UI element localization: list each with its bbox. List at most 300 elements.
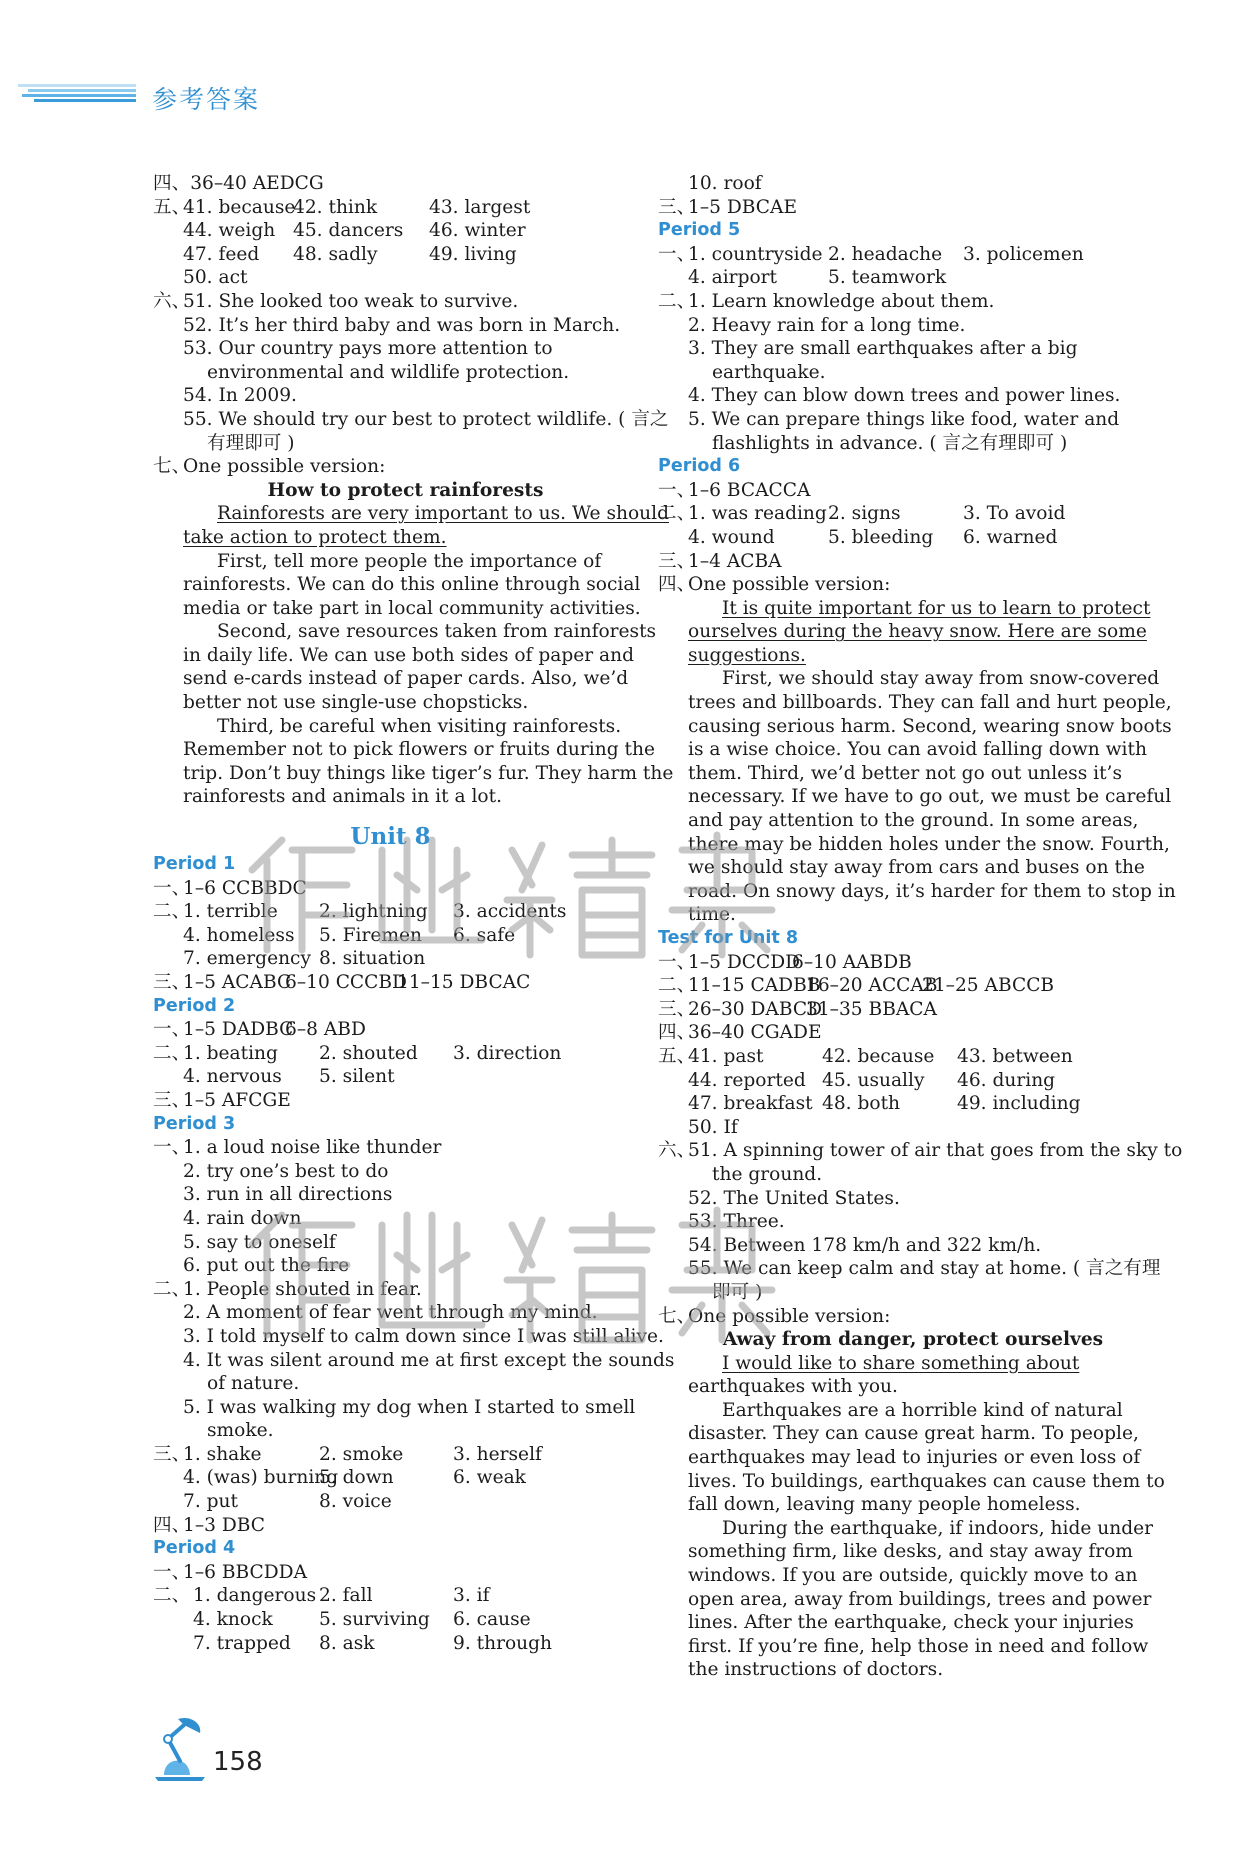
section-marker: 二、 [153, 901, 191, 923]
section-marker: 二、 [153, 1585, 191, 1607]
section-marker: 三、 [153, 1443, 191, 1465]
section-marker: 三、 [658, 196, 696, 218]
answer-item: 46. during [957, 1069, 1056, 1091]
answer-item: 4. nervous [183, 1066, 282, 1088]
answer-item: 51. A spinning tower of air that goes from the sky to [688, 1140, 1183, 1162]
essay-text: is a wise choice. You can avoid falling down with [688, 739, 1147, 761]
answer-row [153, 1231, 628, 1255]
answer-item: One possible version: [183, 456, 386, 478]
essay-line [658, 1540, 1138, 1564]
essay-text: rainforests. We can do this online through social [183, 574, 641, 596]
answer-row [153, 1136, 628, 1160]
answer-item: 1–6 BBCDDA [183, 1561, 308, 1583]
essay-text: First, tell more people the importance of [217, 550, 602, 572]
answer-item: 5. bleeding [828, 526, 934, 548]
header-stripes-decoration [18, 82, 138, 104]
answer-item: 49. including [957, 1093, 1081, 1115]
answer-row [658, 1116, 1138, 1140]
section-marker: 三、 [153, 972, 191, 993]
essay-line [658, 1399, 1138, 1423]
answer-item: 1–5 DADBC [183, 1019, 294, 1041]
answer-item: 5. say to oneself [183, 1231, 336, 1253]
answer-row [658, 998, 1138, 1022]
essay-line [153, 715, 628, 739]
essay-text: Third, be careful when visiting rainforests. [217, 715, 622, 737]
answer-row [153, 1018, 628, 1042]
answer-item: 3. policemen [963, 243, 1084, 265]
essay-line [658, 691, 1172, 715]
answer-row [153, 290, 628, 314]
answer-row [153, 1207, 628, 1231]
answer-item: 1–5 ACABC [183, 972, 292, 993]
essay-line [153, 502, 670, 526]
answer-item: 2. shouted [319, 1042, 418, 1064]
answer-item: 6. safe [453, 924, 516, 946]
answer-item: 4. wound [688, 526, 775, 548]
answer-item: 52. The United States. [688, 1187, 900, 1209]
essay-text: media or take part in local community activities. [183, 597, 641, 619]
section-marker: 二、 [153, 1042, 191, 1064]
answer-row [153, 1349, 675, 1373]
essay-line [153, 691, 628, 715]
answer-row [658, 196, 1138, 220]
essay-text: trees and billboards. They can fall and hurt people, [688, 692, 1172, 714]
essay-line [658, 1564, 1138, 1588]
answer-item: 即可 ) [712, 1281, 763, 1303]
answer-item: 36–40 CGADE [688, 1022, 822, 1044]
essay-line [658, 644, 1138, 668]
answer-item: flashlights in advance. ( 言之有理即可 ) [712, 432, 1068, 454]
answer-item: 4. homeless [183, 924, 295, 946]
answer-item: 1. countryside [688, 243, 823, 265]
section-marker: 四、 [658, 574, 696, 596]
period-heading: Period 3 [153, 1113, 236, 1134]
essay-line [658, 1470, 1165, 1494]
section-marker: 一、 [153, 1137, 191, 1159]
answer-item: 6–10 AABDB [792, 951, 912, 973]
answer-item: 8. voice [319, 1491, 392, 1513]
answer-row [658, 526, 1138, 550]
essay-line [658, 1611, 1138, 1635]
answer-item: 1. a loud noise like thunder [183, 1137, 442, 1159]
answer-item: 1. dangerous [193, 1585, 317, 1607]
answer-item: 5. We can prepare things like food, water and [688, 408, 1120, 430]
essay-text: better not use single-use chopsticks. [183, 692, 529, 714]
answer-row [153, 1561, 628, 1585]
page-header [0, 70, 340, 130]
essay-text: there may be hidden holes under the snow. Fourth, [688, 833, 1170, 855]
answer-row [658, 314, 1138, 338]
answer-row [658, 1139, 1183, 1163]
answer-row [153, 947, 628, 971]
essay-line [153, 597, 641, 621]
essay-line [658, 1517, 1154, 1541]
essay-text: something firm, like desks, and stay away from [688, 1541, 1133, 1563]
answer-item: 1. shake [183, 1443, 262, 1465]
essay-text: causing serious harm. Second, wearing snow boots [688, 715, 1172, 737]
answer-row [153, 266, 628, 290]
essay-text: Earthquakes are a horrible kind of natural [722, 1399, 1123, 1421]
answer-row [658, 1163, 1138, 1187]
answer-item: 51. She looked too weak to survive. [183, 290, 519, 312]
answer-item: 5. teamwork [828, 267, 947, 289]
essay-text: we should stay away from cars and buses on the [688, 857, 1145, 879]
right-column [658, 172, 1183, 1682]
section-marker: 二、 [658, 503, 696, 525]
answer-item: 1–3 DBC [183, 1514, 266, 1536]
essay-line [153, 526, 628, 550]
essay-line [658, 1352, 1138, 1376]
answer-row [153, 1301, 628, 1325]
answer-item: 7. trapped [193, 1632, 291, 1654]
answer-item: 4. rain down [183, 1207, 302, 1229]
answer-item: 3. herself [453, 1443, 542, 1465]
answer-item: 5. down [319, 1467, 394, 1489]
essay-line [153, 550, 628, 574]
answer-item: 43. largest [429, 196, 531, 218]
section-marker: 三、 [658, 550, 696, 572]
answer-item: 26–30 DABCD [688, 998, 823, 1020]
essay-line [153, 738, 655, 762]
answer-row [658, 1021, 1138, 1045]
answer-item: 2. try one’s best to do [183, 1160, 389, 1182]
essay-text: Remember not to pick flowers or fruits during the [183, 739, 655, 761]
answer-row [658, 172, 1138, 196]
section-marker: 二、 [658, 290, 696, 312]
essay-line [153, 667, 628, 691]
answer-row [658, 243, 1138, 267]
answer-item: 1–4 ACBA [688, 550, 782, 572]
essay-line [658, 809, 1138, 833]
answer-item: 5. surviving [319, 1609, 430, 1631]
answer-row [153, 1608, 628, 1632]
answer-row [153, 1278, 628, 1302]
essay-text: time. [688, 904, 736, 926]
period-heading: Period 1 [153, 854, 236, 875]
answer-row [658, 1187, 1138, 1211]
answer-row [153, 314, 628, 338]
answer-item: 7. put [183, 1491, 239, 1513]
essay-text: take action to protect them. [183, 526, 447, 548]
answer-item: 31–35 BBACA [806, 998, 937, 1020]
essay-line [658, 880, 1176, 904]
answer-item: 2. Heavy rain for a long time. [688, 314, 966, 336]
answer-item: 6–10 CCCBD [285, 972, 407, 993]
answer-row [658, 266, 1138, 290]
answer-row [153, 1042, 628, 1066]
answer-item: the ground. [712, 1163, 823, 1185]
answer-item: environmental and wildlife protection. [207, 361, 570, 383]
answer-item: 41. because [183, 196, 296, 218]
answer-item: of nature. [207, 1373, 300, 1395]
essay-text: lives. To buildings, earthquakes can cause them to [688, 1470, 1165, 1492]
answer-item: 4. (was) burning [183, 1467, 339, 1489]
essay-text: send e-cards instead of paper cards. Also, we’d [183, 668, 629, 690]
answer-item: 有理即可 ) [207, 432, 295, 454]
essay-text: During the earthquake, if indoors, hide under [722, 1517, 1154, 1539]
answer-item: 47. feed [183, 243, 260, 265]
period-heading: Period 6 [658, 456, 741, 477]
answer-row [658, 479, 1138, 503]
answer-row [153, 1160, 628, 1184]
essay-line [153, 573, 641, 597]
essay-line [658, 620, 1147, 644]
section-marker: 四、 [658, 1022, 696, 1044]
essay-line [658, 833, 1170, 857]
answer-item: 3. if [453, 1585, 490, 1607]
answer-item: 2. lightning [319, 901, 428, 923]
essay-text: necessary. If we have to go out, we must be careful [688, 786, 1172, 808]
answer-row [658, 573, 1138, 597]
answer-item: 45. dancers [293, 220, 404, 242]
section-marker: 六、 [658, 1140, 696, 1162]
essay-line [153, 785, 628, 809]
essay-text: rainforests and animals in it a lot. [183, 786, 503, 808]
essay-line [658, 715, 1172, 739]
answer-item: 1. beating [183, 1042, 278, 1064]
answer-item: 2. signs [828, 503, 901, 525]
section-marker: 五、 [153, 196, 191, 218]
period-heading: Period 4 [153, 1538, 236, 1559]
essay-text: road. On snowy days, it’s harder for them to stop in [688, 880, 1176, 902]
answer-item: 4. knock [193, 1609, 273, 1631]
essay-text: disaster. They can cause great harm. To people, [688, 1423, 1139, 1445]
answer-row [153, 877, 628, 901]
answer-row [153, 337, 628, 361]
answer-row [658, 361, 1138, 385]
answer-item: 6. warned [963, 526, 1058, 548]
answer-row [153, 1065, 628, 1089]
answer-row [153, 1419, 628, 1443]
answer-item: 1–5 AFCGE [183, 1089, 291, 1111]
essay-line [658, 1375, 1138, 1399]
answer-item: 47. breakfast [688, 1093, 813, 1115]
answer-row [153, 196, 628, 220]
answer-item: 5. Firemen [319, 924, 423, 946]
essay-text: fall down, leaving many people homeless. [688, 1494, 1081, 1516]
answer-row [153, 1396, 636, 1420]
essay-line [658, 1635, 1149, 1659]
essay-text: open area, away from buildings, trees and power [688, 1588, 1152, 1610]
answer-row [153, 1490, 628, 1514]
answer-row [658, 974, 1138, 998]
answer-item: 50. If [688, 1116, 738, 1138]
section-marker: 一、 [153, 1019, 191, 1041]
answer-row [153, 1584, 628, 1608]
answer-item: 4. airport [688, 267, 778, 289]
answer-item: 48. sadly [293, 243, 378, 265]
section-marker: 七、 [658, 1305, 696, 1327]
answer-item: 42. because [822, 1045, 935, 1067]
period-heading: Period 2 [153, 995, 236, 1016]
answer-row [153, 1089, 628, 1113]
section-marker: 二、 [658, 975, 696, 997]
answer-item: 11–15 DBCAC [397, 972, 531, 993]
answer-item: 2. smoke [319, 1443, 404, 1465]
essay-line [658, 856, 1145, 880]
answer-item: 54. In 2009. [183, 385, 297, 407]
answer-item: 1. was reading [688, 503, 827, 525]
answer-row [153, 361, 628, 385]
answer-row [658, 550, 1138, 574]
answer-item: 8. situation [319, 948, 426, 970]
answer-row [153, 1183, 628, 1207]
answer-item: 4. It was silent around me at first except the sounds [183, 1349, 675, 1371]
left-column [153, 172, 675, 1655]
answer-item: 4. They can blow down trees and power lines. [688, 385, 1121, 407]
answer-item: 42. think [293, 196, 378, 218]
answer-row [153, 1372, 628, 1396]
essay-line [658, 1588, 1152, 1612]
answer-item: 53. Our country pays more attention to [183, 338, 553, 360]
answer-item: 44. weigh [183, 220, 276, 242]
answer-row [658, 290, 1138, 314]
page-number: 158 [213, 1747, 263, 1777]
answer-item: 1–6 CCBBDC [183, 877, 307, 899]
answer-item: 21–25 ABCCB [922, 975, 1055, 997]
answer-item: 49. living [429, 243, 517, 265]
answer-item: 10. roof [688, 173, 762, 194]
answer-item: 6. cause [453, 1609, 531, 1631]
answer-item: 2. headache [828, 243, 943, 265]
essay-line [658, 785, 1172, 809]
essay-line [658, 1493, 1138, 1517]
section-marker: 二、 [153, 1278, 191, 1300]
section-marker: 一、 [658, 243, 696, 265]
essay-text: Rainforests are very important to us. We should [217, 503, 670, 525]
essay-line [153, 644, 634, 668]
answer-item: 3. run in all directions [183, 1184, 393, 1206]
answer-item: 3. direction [453, 1042, 562, 1064]
answer-row [658, 384, 1138, 408]
answer-row [153, 1514, 628, 1538]
section-marker: 一、 [658, 951, 696, 973]
answer-item: One possible version: [688, 574, 891, 596]
essay-line [658, 1658, 1138, 1682]
answer-row [153, 384, 628, 408]
header-title: 参考答案 [152, 85, 261, 114]
essay-text: earthquakes with you. [688, 1376, 898, 1398]
answer-row [658, 337, 1138, 361]
section-marker: 一、 [153, 1561, 191, 1583]
section-marker: 四、 [153, 1514, 191, 1536]
answer-item: 7. emergency [183, 948, 311, 970]
answer-item: earthquake. [712, 361, 826, 383]
essay-line [658, 597, 1151, 621]
answer-row [658, 432, 1138, 456]
answer-item: 6. weak [453, 1467, 526, 1489]
period-heading: Period 5 [658, 220, 741, 241]
essay-text: lines. After the earthquake, check your injuries [688, 1612, 1134, 1634]
answer-row [153, 219, 628, 243]
section-marker: 五、 [658, 1045, 696, 1067]
answer-item: 3. To avoid [963, 503, 1066, 525]
section-marker: 一、 [153, 877, 191, 899]
essay-text: I would like to share something about [722, 1352, 1080, 1374]
answer-item: 1. People shouted in fear. [183, 1278, 422, 1300]
answer-item: 5. silent [319, 1066, 395, 1088]
essay-text: them. Third, we’d better not go out unless it’s [688, 762, 1123, 784]
essay-title: Away from danger, protect ourselves [722, 1329, 1104, 1351]
essay-text: It is quite important for us to learn to protect [722, 597, 1151, 619]
answer-item: 2. fall [319, 1585, 373, 1607]
answer-item: 44. reported [688, 1069, 806, 1091]
answer-item: 55. We should try our best to protect wildlife. ( 言之 [183, 408, 669, 430]
essay-text: in daily life. We can use both sides of paper and [183, 644, 634, 666]
answer-item: 16–20 ACCAB [806, 975, 938, 997]
answer-item: 6–8 ABD [285, 1019, 366, 1041]
answer-row [153, 1325, 664, 1349]
lamp-icon [150, 1715, 210, 1783]
answer-row [153, 924, 628, 948]
answer-item: 5. I was walking my dog when I started to smell [183, 1396, 636, 1418]
answer-row [153, 1632, 628, 1656]
essay-line [658, 762, 1138, 786]
answer-row [153, 971, 628, 995]
answer-line: 四、36–40 AEDCG [153, 173, 324, 194]
essay-text: ourselves during the heavy snow. Here are some [688, 621, 1147, 643]
test-heading: Test for Unit 8 [658, 928, 799, 948]
answer-item: 52. It’s her third baby and was born in March. [183, 314, 621, 336]
answer-row [153, 432, 628, 456]
answer-item: 1–5 DBCAE [688, 196, 798, 218]
answer-item: 53. Three. [688, 1211, 785, 1233]
answer-item: 46. winter [429, 220, 526, 242]
answer-item: 3. accidents [453, 901, 567, 923]
essay-text: First, we should stay away from snow-covered [722, 668, 1160, 690]
answer-row [153, 1443, 628, 1467]
answer-row [658, 1092, 1138, 1116]
answer-item: 48. both [822, 1093, 901, 1115]
answer-row [658, 1234, 1138, 1258]
answer-item: 50. act [183, 267, 248, 289]
essay-line [658, 738, 1147, 762]
essay-line [658, 667, 1160, 691]
answer-row [153, 1254, 628, 1278]
answer-row [153, 900, 628, 924]
answer-item: 8. ask [319, 1632, 375, 1654]
answer-item: One possible version: [688, 1305, 891, 1327]
answer-item: 3. I told myself to calm down since I was still alive. [183, 1325, 664, 1347]
answer-item: 43. between [957, 1045, 1073, 1067]
answer-row [658, 408, 1138, 432]
answer-item: 2. A moment of fear went through my mind. [183, 1302, 598, 1324]
essay-line [658, 1446, 1141, 1470]
answer-item: 55. We can keep calm and stay at home. ( 言之有理 [688, 1258, 1161, 1280]
section-marker: 七、 [153, 456, 191, 478]
answer-item: 45. usually [822, 1069, 925, 1091]
answer-item: 1–6 BCACCA [688, 479, 811, 501]
answer-item: smoke. [207, 1420, 274, 1442]
answer-row [658, 502, 1138, 526]
answer-row [153, 408, 669, 432]
essay-text: first. If you’re fine, help those in need and follow [688, 1635, 1149, 1657]
answer-row [153, 1466, 628, 1490]
essay-text: the instructions of doctors. [688, 1659, 944, 1681]
essay-text: suggestions. [688, 644, 806, 666]
answer-row [658, 1210, 1138, 1234]
section-marker: 三、 [153, 1089, 191, 1111]
essay-text: windows. If you are outside, quickly move to an [688, 1565, 1138, 1587]
essay-line [153, 620, 657, 644]
answer-item: 6. put out the fire [183, 1255, 350, 1277]
answer-item: 54. Between 178 km/h and 322 km/h. [688, 1234, 1042, 1256]
unit-title: Unit 8 [350, 823, 431, 851]
answer-row [153, 243, 628, 267]
answer-item: 1. terrible [183, 901, 278, 923]
essay-text: and pay attention to the ground. In some areas, [688, 810, 1139, 832]
answer-item: 41. past [688, 1045, 764, 1067]
